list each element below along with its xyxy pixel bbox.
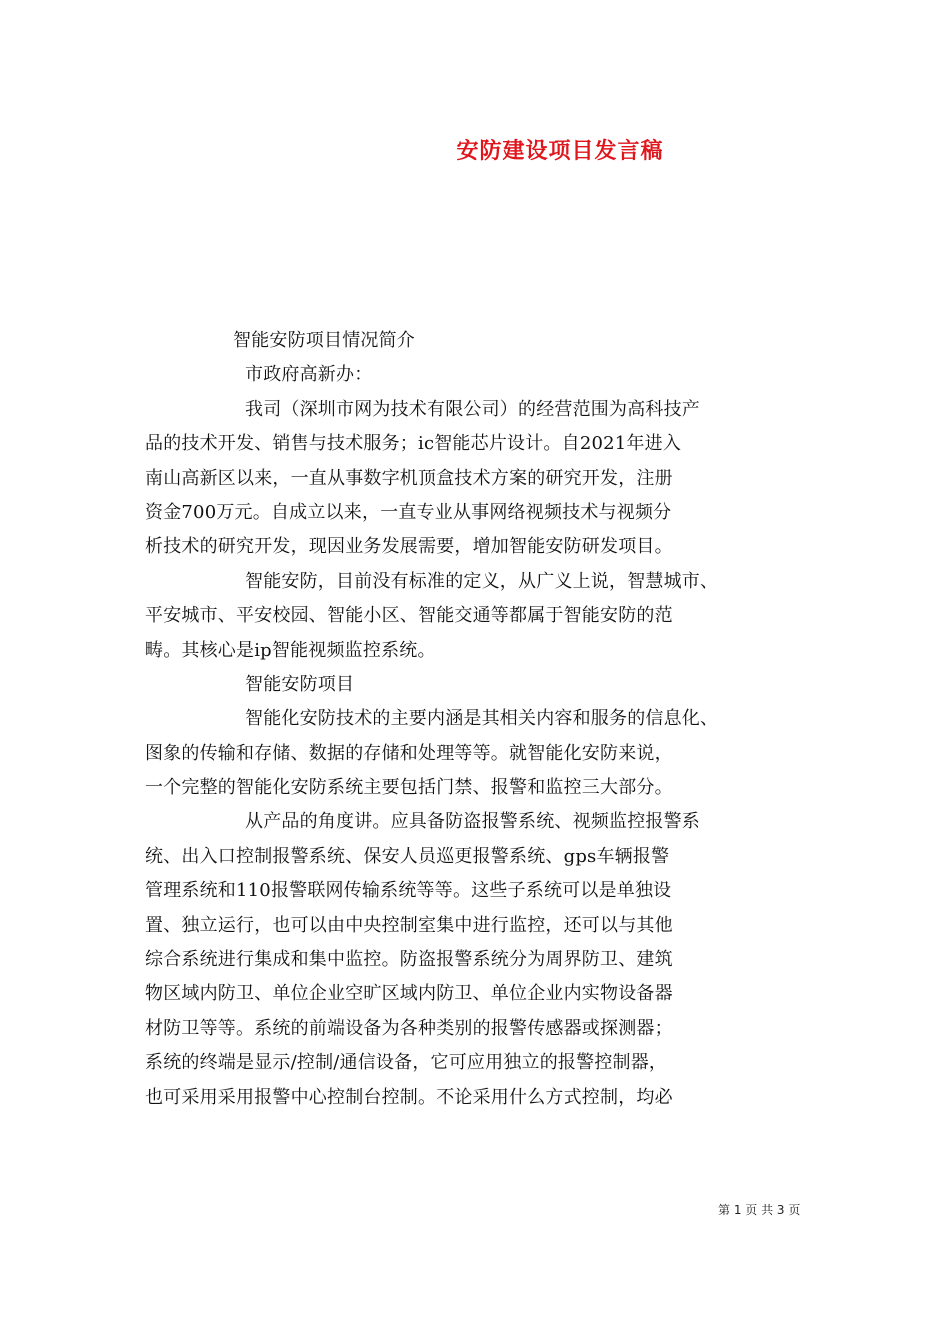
paragraph-line: 我司（深圳市网为技术有限公司）的经营范围为高科技产	[245, 398, 700, 420]
paragraph-line: 南山高新区以来，一直从事数字机顶盒技术方案的研究开发，注册	[145, 467, 673, 489]
paragraph-line: 从产品的角度讲。应具备防盗报警系统、视频监控报警系	[245, 811, 700, 833]
paragraph-line: 析技术的研究开发，现因业务发展需要，增加智能安防研发项目。	[145, 536, 673, 558]
paragraph-line: 图象的传输和存储、数据的存储和处理等等。就智能化安防来说，	[145, 742, 673, 764]
paragraph-line: 物区域内防卫、单位企业空旷区域内防卫、单位企业内实物设备器	[145, 983, 673, 1005]
paragraph-line: 品的技术开发、销售与技术服务；ic智能芯片设计。自2021年进入	[145, 433, 682, 455]
document-body	[145, 324, 810, 1115]
paragraph-line: 系统的终端是显示/控制/通信设备，它可应用独立的报警控制器，	[145, 1052, 668, 1074]
paragraph-line: 也可采用采用报警中心控制台控制。不论采用什么方式控制，均必	[145, 1086, 673, 1108]
paragraph-line: 材防卫等等。系统的前端设备为各种类别的报警传感器或探测器；	[145, 1017, 673, 1039]
paragraph-line: 管理系统和110报警联网传输系统等等。这些子系统可以是单独设	[145, 880, 672, 902]
paragraph-line: 综合系统进行集成和集中监控。防盗报警系统分为周界防卫、建筑	[145, 949, 673, 971]
paragraph-line: 一个完整的智能化安防系统主要包括门禁、报警和监控三大部分。	[145, 777, 673, 799]
paragraph-line: 平安城市、平安校园、智能小区、智能交通等都属于智能安防的范	[145, 605, 673, 627]
section-heading: 智能安防项目情况简介	[233, 330, 415, 351]
paragraph-line: 统、出入口控制报警系统、保安人员巡更报警系统、gps车辆报警	[145, 845, 670, 867]
page-indicator: 第 1 页 共 3 页	[718, 1203, 801, 1217]
section-heading: 智能安防项目	[245, 673, 355, 695]
paragraph-line: 智能安防，目前没有标准的定义，从广义上说，智慧城市、	[245, 570, 719, 592]
salutation: 市政府高新办：	[245, 364, 373, 386]
paragraph-line: 置、独立运行，也可以由中央控制室集中进行监控，还可以与其他	[145, 914, 673, 936]
paragraph-line: 资金700万元。自成立以来，一直专业从事网络视频技术与视频分	[145, 501, 672, 523]
paragraph-line: 智能化安防技术的主要内涵是其相关内容和服务的信息化、	[245, 708, 719, 730]
document-title: 安防建设项目发言稿	[456, 138, 664, 164]
paragraph-line: 畴。其核心是ip智能视频监控系统。	[145, 639, 436, 661]
